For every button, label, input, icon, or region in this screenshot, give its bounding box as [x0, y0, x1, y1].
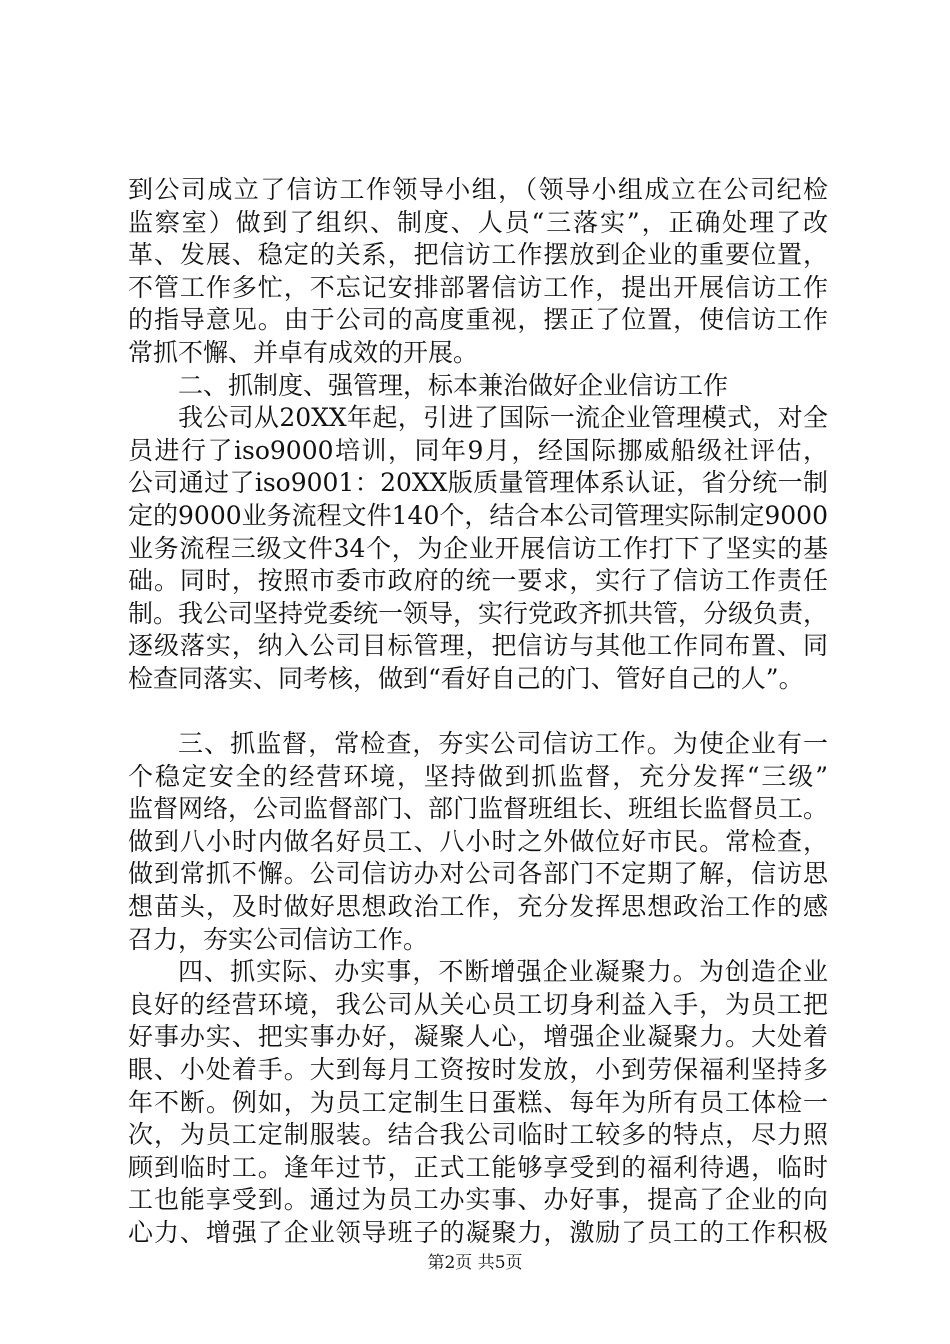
text-line: 逐级落实，纳入公司目标管理，把信访与其他工作同布置、同: [128, 631, 828, 661]
text-line: 良好的经营环境，我公司从关心员工切身利益入手，为员工把: [128, 989, 828, 1019]
text-line: 员进行了iso9000培训，同年9月，经国际挪威船级社评估，: [128, 435, 828, 465]
text-line: 想苗头，及时做好思想政治工作，充分发挥思想政治工作的感: [128, 892, 828, 922]
text-line: 二、抓制度、强管理，标本兼治做好企业信访工作: [178, 370, 729, 400]
text-line: 顾到临时工。逢年过节，正式工能够享受到的福利待遇，临时: [128, 1152, 828, 1182]
text-line: 三、抓监督，常检查，夯实公司信访工作。为使企业有一: [178, 729, 828, 759]
text-line: 定的9000业务流程文件140个，结合本公司管理实际制定9000: [128, 500, 828, 530]
text-line: 心力、增强了企业领导班子的凝聚力，激励了员工的工作积极: [128, 1218, 828, 1247]
text-line: 监察室）做到了组织、制度、人员“三落实”，正确处理了改: [128, 207, 828, 237]
text-line: 础。同时，按照市委市政府的统一要求，实行了信访工作责任: [128, 566, 828, 596]
page-footer: 第2页 共5页: [427, 1253, 523, 1273]
text-line: 检查同落实、同考核，做到“看好自己的门、管好自己的人”。: [128, 663, 804, 693]
text-line: 做到常抓不懈。公司信访办对公司各部门不定期了解，信访思: [128, 859, 828, 889]
text-line: 次，为员工定制服装。结合我公司临时工较多的特点，尽力照: [128, 1120, 828, 1150]
text-line: 做到八小时内做名好员工、八小时之外做位好市民。常检查，: [128, 826, 828, 856]
text-line: 业务流程三级文件34个，为企业开展信访工作打下了坚实的基: [128, 533, 828, 563]
text-line: 常抓不懈、并卓有成效的开展。: [128, 337, 479, 367]
text-line: 我公司从20XX年起，引进了国际一流企业管理模式，对全: [178, 403, 828, 433]
text-line: 好事办实、把实事办好，凝聚人心，增强企业凝聚力。大处着: [128, 1022, 828, 1052]
text-line: 革、发展、稳定的关系，把信访工作摆放到企业的重要位置，: [128, 240, 828, 270]
text-line: 召力，夯实公司信访工作。: [128, 924, 429, 954]
text-line: 到公司成立了信访工作领导小组，（领导小组成立在公司纪检: [128, 175, 828, 204]
text-line: 不管工作多忙，不忘记安排部署信访工作，提出开展信访工作: [128, 272, 828, 302]
text-line: 眼、小处着手。大到每月工资按时发放，小到劳保福利坚持多: [128, 1055, 828, 1085]
text-line: 年不断。例如，为员工定制生日蛋糕、每年为所有员工体检一: [128, 1087, 828, 1117]
text-line: 个稳定安全的经营环境，坚持做到抓监督，充分发挥“三级”: [128, 761, 828, 791]
text-line: 四、抓实际、办实事，不断增强企业凝聚力。为创造企业: [178, 957, 828, 987]
blank-line: [128, 696, 828, 729]
text-line: 制。我公司坚持党委统一领导，实行党政齐抓共管，分级负责，: [128, 598, 829, 628]
text-line: 工也能享受到。通过为员工办实事、办好事，提高了企业的向: [128, 1185, 828, 1215]
text-line: 监督网络，公司监督部门、部门监督班组长、班组长监督员工。: [128, 794, 829, 824]
text-line: 的指导意见。由于公司的高度重视，摆正了位置，使信访工作: [128, 305, 828, 335]
document-body: [128, 174, 828, 1250]
text-line: 公司通过了iso9001：20XX版质量管理体系认证，省分统一制: [128, 468, 828, 498]
